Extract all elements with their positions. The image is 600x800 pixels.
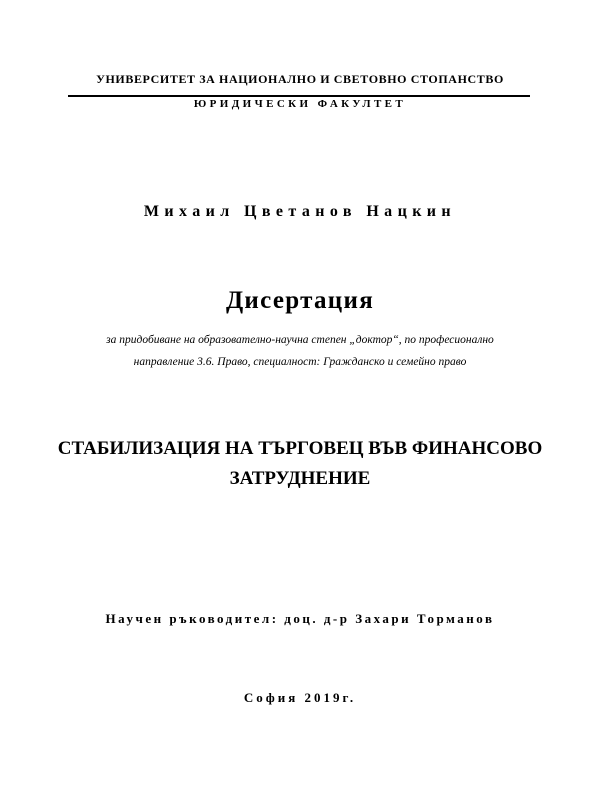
dissertation-title-line-1: СТАБИЛИЗАЦИЯ НА ТЪРГОВЕЦ ВЪВ ФИНАНСОВО	[57, 438, 543, 459]
author-name: Михаил Цветанов Нацкин	[143, 203, 457, 220]
document-type: Дисертация	[225, 287, 375, 314]
place-and-year: София 2019г.	[243, 690, 357, 705]
university-name: УНИВЕРСИТЕТ ЗА НАЦИОНАЛНО И СВЕТОВНО СТОПАНСТВО	[96, 72, 504, 86]
scientific-supervisor: Научен ръководител: доц. д-р Захари Торманов	[105, 611, 495, 626]
degree-purpose-line-2: направление 3.6. Право, специалност: Гражданско и семейно право	[133, 356, 467, 368]
degree-purpose-line-1: за придобиване на образователно-научна степен „доктор“, по професионално	[106, 334, 494, 346]
header-divider	[68, 95, 530, 97]
faculty-name: ЮРИДИЧЕСКИ ФАКУЛТЕТ	[193, 98, 407, 110]
dissertation-title-line-2: ЗАТРУДНЕНИЕ	[229, 468, 371, 489]
